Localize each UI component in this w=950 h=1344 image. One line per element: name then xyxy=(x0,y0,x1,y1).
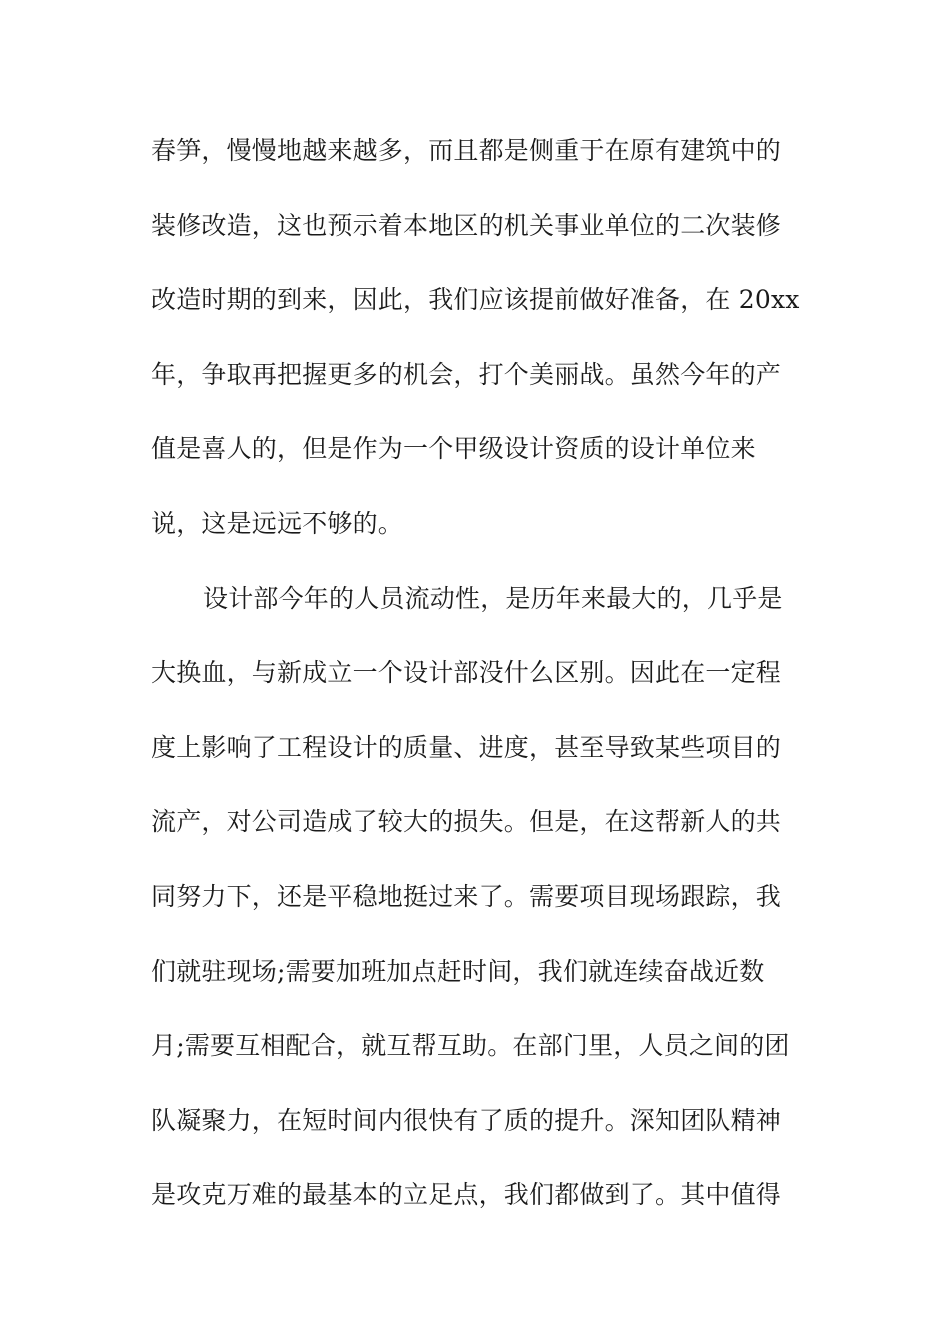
text-line: 值是喜人的，但是作为一个甲级设计资质的设计单位来 xyxy=(151,434,756,464)
text-line: 说，这是远远不够的。 xyxy=(151,508,404,538)
text-line: 春笋，慢慢地越来越多，而且都是侧重于在原有建筑中的 xyxy=(151,136,782,165)
text-line: 流产，对公司造成了较大的损失。但是，在这帮新人的共 xyxy=(151,807,782,837)
text-line: 大换血，与新成立一个设计部没什么区别。因此在一定程 xyxy=(151,658,782,688)
text-line: 年，争取再把握更多的机会，打个美丽战。虽然今年的产 xyxy=(151,359,782,389)
text-line: 们就驻现场;需要加班加点赶时间，我们就连续奋战近数 xyxy=(151,956,765,986)
document-body xyxy=(151,114,811,1233)
text-line: 度上影响了工程设计的质量、进度，甚至导致某些项目的 xyxy=(151,732,782,762)
text-line: 改造时期的到来，因此，我们应该提前做好准备，在 20xx xyxy=(151,285,800,315)
text-line: 是攻克万难的最基本的立足点，我们都做到了。其中值得 xyxy=(151,1180,782,1210)
text-line-first-indented: 设计部今年的人员流动性，是历年来最大的，几乎是 xyxy=(203,583,783,613)
text-line: 装修改造，这也预示着本地区的机关事业单位的二次装修 xyxy=(151,210,782,240)
text-line: 月;需要互相配合，就互帮互助。在部门里，人员之间的团 xyxy=(151,1031,790,1061)
text-line: 队凝聚力，在短时间内很快有了质的提升。深知团队精神 xyxy=(151,1105,782,1135)
text-line: 同努力下，还是平稳地挺过来了。需要项目现场跟踪，我 xyxy=(151,881,782,911)
paragraph-2 xyxy=(151,562,811,1233)
paragraph-1 xyxy=(151,114,811,562)
